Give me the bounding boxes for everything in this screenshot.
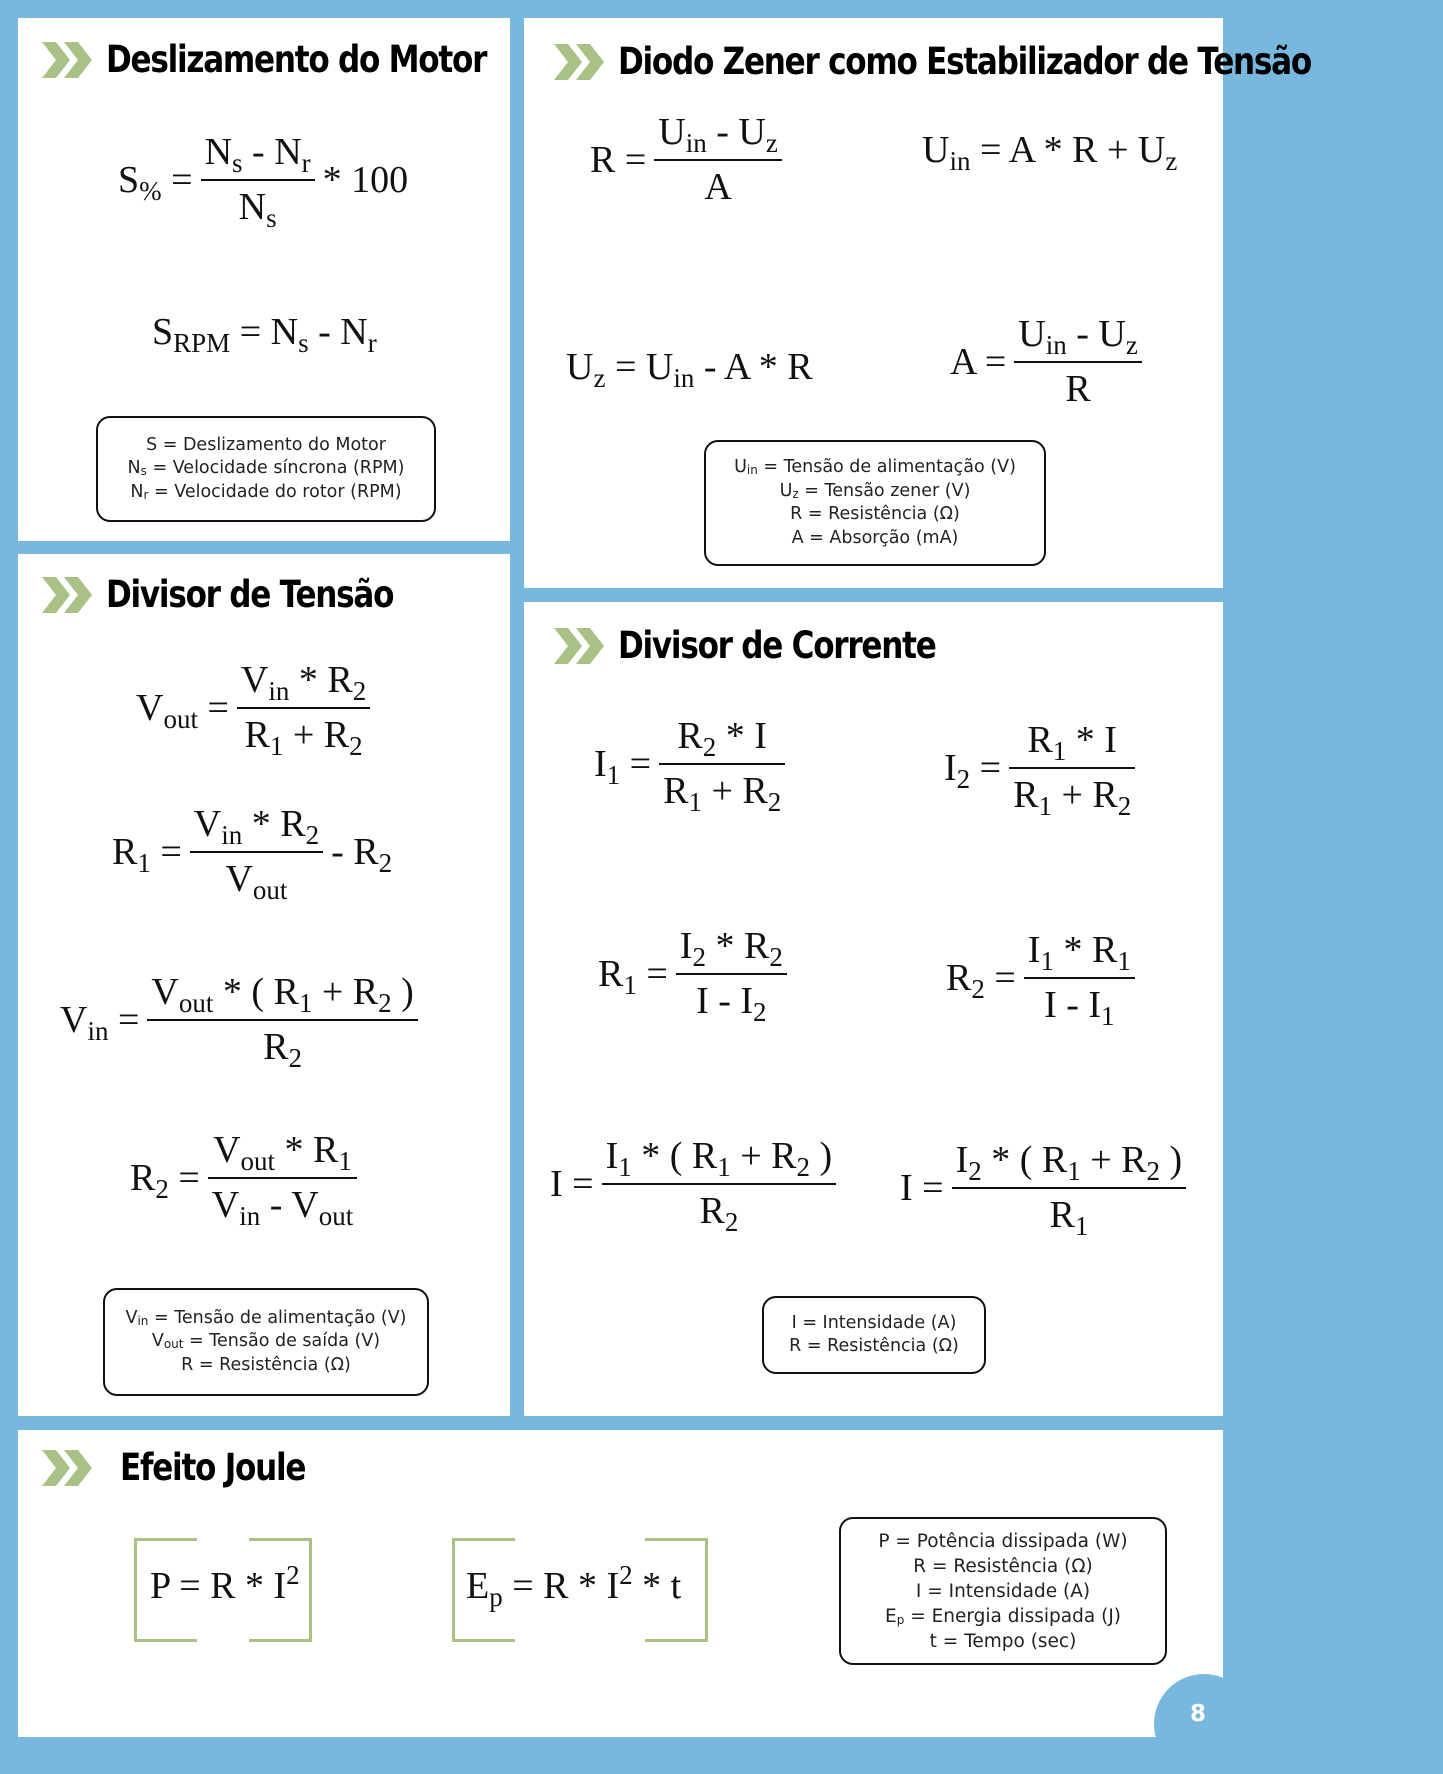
formula-slip-percent: $S_{\%}$ = $\frac{N_s - N_r}{N_s}$ * 100 <box>118 131 409 233</box>
double-chevron-icon <box>554 626 610 666</box>
voltage-divider-header <box>42 573 448 616</box>
current-divider-title: Divisor de Corrente <box>618 624 936 667</box>
legend-line: I = Intensidade (A) <box>915 1580 1091 1602</box>
current-divider-legend <box>762 1296 986 1374</box>
formula-zener-a: A = $\frac{U_{in} - U_z}{R}$ <box>950 312 1150 411</box>
formula-i-from-i1: I = $\frac{I_1 * ( R_1 + R_2 )}{R_2}$ <box>550 1134 844 1233</box>
legend-line: $U_{in}$ = Tensão de alimentação (V) <box>734 457 1016 477</box>
legend-line: t = Tempo (sec) <box>929 1630 1077 1652</box>
legend-line: I = Intensidade (A) <box>791 1312 957 1333</box>
zener-legend <box>704 440 1046 566</box>
joule-legend <box>839 1517 1167 1665</box>
formula-i-from-i2: I = $\frac{I_2 * ( R_1 + R_2 )}{R_1}$ <box>900 1138 1194 1237</box>
legend-line: R = Resistência (Ω) <box>790 504 960 524</box>
legend-line: R = Resistência (Ω) <box>789 1336 959 1356</box>
double-chevron-icon <box>42 575 98 615</box>
formula-energy: $E_p = R * I^2 * t$ <box>466 1560 682 1612</box>
legend-line: S = Deslizamento do Motor <box>146 434 386 455</box>
legend-line: $E_p$ = Energia dissipada (J) <box>884 1605 1121 1627</box>
current-divider-header <box>554 624 996 667</box>
legend-line: $N_r$ = Velocidade do rotor (RPM) <box>130 481 402 502</box>
motor-slip-legend <box>96 416 436 522</box>
joule-header <box>42 1446 340 1489</box>
formula-r1-voltage: $R_1$ = $\frac{V_{in} * R_2}{V_{out}}$ - $R_2$ <box>112 803 393 905</box>
legend-line: R = Resistência (Ω) <box>181 1354 351 1375</box>
legend-line: $U_z$ = Tensão zener (V) <box>779 480 971 501</box>
page-number-badge <box>1154 1674 1254 1774</box>
formula-slip-rpm: $S_{RPM} = N_s - N_r$ <box>152 311 377 358</box>
double-chevron-icon <box>42 1448 98 1488</box>
formula-r2-voltage: $R_2$ = $\frac{V_{out} * R_1}{V_{in} - V_{out}}$ <box>130 1128 365 1227</box>
zener-header <box>554 40 1443 83</box>
formula-vout: $V_{out}$ = $\frac{V_{in} * R_2}{R_1 + R_2}$ <box>136 658 378 757</box>
motor-slip-title: Deslizamento do Motor <box>106 38 487 81</box>
legend-line: R = Resistência (Ω) <box>913 1555 1093 1577</box>
legend-line: $N_s$ = Velocidade síncrona (RPM) <box>127 458 405 479</box>
formula-i2: $I_2$ = $\frac{R_1 * I}{R_1 + R_2}$ <box>944 718 1143 817</box>
formula-i1: $I_1$ = $\frac{R_2 * I}{R_1 + R_2}$ <box>594 714 793 813</box>
legend-line: $V_{in}$ = Tensão de alimentação (V) <box>125 1307 407 1328</box>
formula-power: $P = R * I^2$ <box>150 1560 300 1607</box>
double-chevron-icon <box>42 40 98 80</box>
formula-vin: $V_{in}$ = $\frac{V_{out} * ( R_1 + R_2 )}{R_2}$ <box>60 970 426 1069</box>
formula-zener-uz: $U_z = U_{in} - A * R$ <box>566 346 813 393</box>
legend-line: A = Absorção (mA) <box>791 527 959 548</box>
legend-line: P = Potência dissipada (W) <box>878 1530 1128 1552</box>
formula-zener-r: R = $\frac{U_{in} - U_z}{A}$ <box>590 110 790 209</box>
joule-title: Efeito Joule <box>120 1446 306 1489</box>
voltage-divider-title: Divisor de Tensão <box>106 573 394 616</box>
formula-r1-current: $R_1$ = $\frac{I_2 * R_2}{I - I_2}$ <box>598 924 795 1023</box>
legend-line: $V_{out}$ = Tensão de saída (V) <box>151 1331 381 1352</box>
motor-slip-header <box>42 38 559 81</box>
formula-zener-uin: $U_{in} = A * R + U_z$ <box>922 129 1178 176</box>
double-chevron-icon <box>554 42 610 82</box>
formula-r2-current: $R_2$ = $\frac{I_1 * R_1}{I - I_1}$ <box>946 928 1143 1027</box>
voltage-divider-legend <box>103 1288 429 1396</box>
page-number: 8 <box>1190 1701 1207 1727</box>
zener-title: Diodo Zener como Estabilizador de Tensão <box>618 40 1311 83</box>
